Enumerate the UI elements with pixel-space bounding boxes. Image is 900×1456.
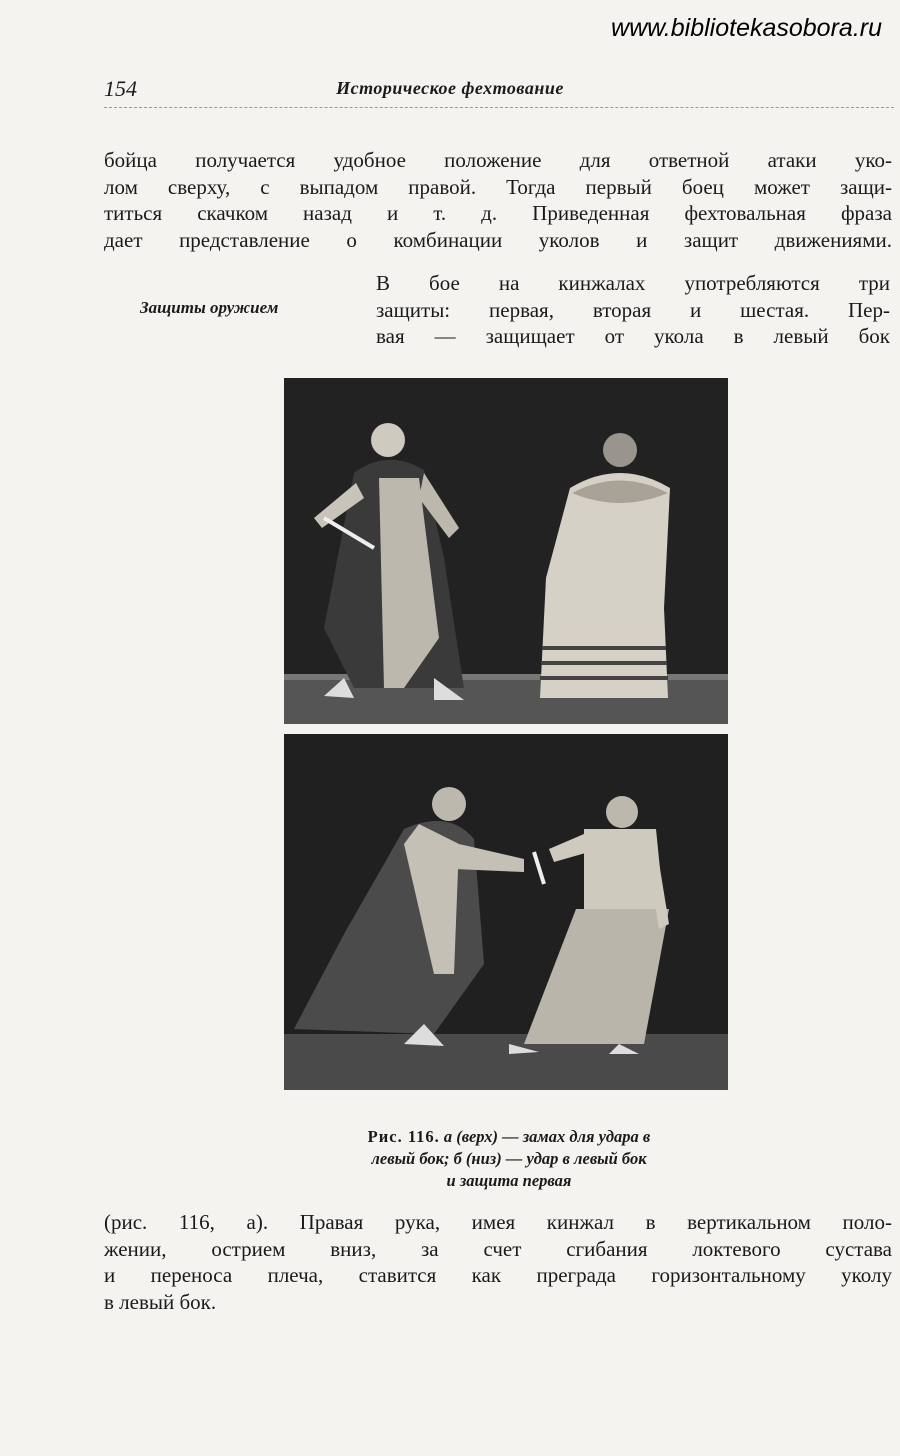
text-line: лом сверху, с выпадом правой. Тогда первый боец может защи- [104,174,892,199]
text-line: бойца получается удобное положение для ответной атаки уко- [104,148,892,172]
text-line: в левый бок. [104,1289,217,1314]
figure-caption [284,1126,734,1192]
watermark: www.bibliotekasobora.ru [611,14,882,42]
caption-lead: Рис. 116. [367,1127,440,1146]
page-number: 154 [104,76,137,101]
fencers-photo-bottom [284,734,728,1090]
text-line: жении, острием вниз, за счет сгибания локтевого сустава [104,1236,892,1261]
paragraph-right [376,270,890,350]
caption-text: а (верх) — замах для удара в [439,1127,651,1146]
text-line: (рис. 116, а). Правая рука, имея кинжал в вертикальном поло- [104,1210,892,1234]
text-line: и переноса плеча, ставится как преграда горизонтальному уколу [104,1263,892,1287]
header-rule [104,107,894,108]
caption-text: и защита первая [446,1171,572,1190]
text-line: титься скачком назад и т. д. Приведенная фехтовальная фраза [104,201,892,225]
fencers-photo-top [284,378,728,724]
caption-text: левый бок; б (низ) — удар в левый бок [371,1149,647,1168]
side-heading: Защиты оружием [140,298,279,317]
text-line: В бое на кинжалах употребляются три [376,271,890,295]
running-title: Историческое фехтование [336,78,564,98]
figure-photo-bottom [284,734,728,1090]
text-line: вая — защищает от укола в левый бок [376,324,890,348]
paragraph-bottom [104,1209,892,1315]
text-line: дает представление о комбинации уколов и защит движениями. [104,227,892,252]
text-line: защиты: первая, вторая и шестая. Пер- [376,297,890,322]
figure-photo-top [284,378,728,724]
paragraph-top [104,147,892,253]
